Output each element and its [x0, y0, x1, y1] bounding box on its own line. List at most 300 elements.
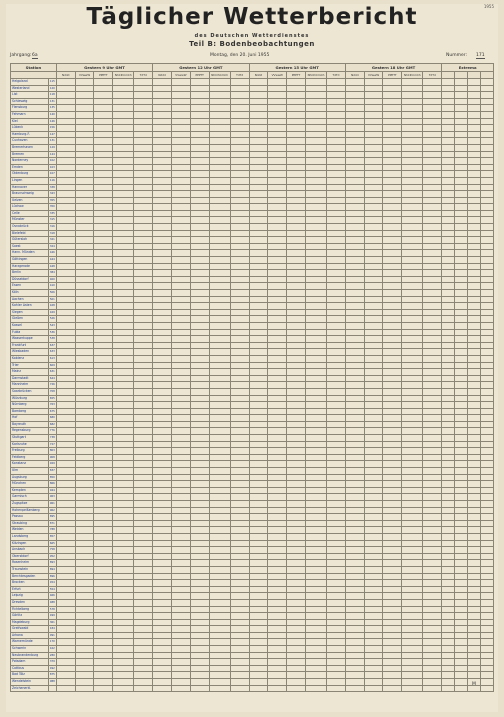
observation-cell — [364, 527, 383, 534]
observation-cell — [56, 547, 75, 554]
table-row — [11, 474, 494, 481]
observation-cell — [345, 224, 364, 231]
observation-cell — [364, 171, 383, 178]
observation-cell — [402, 408, 423, 415]
observation-cell — [268, 573, 287, 580]
observation-cell — [230, 303, 249, 310]
observation-cell — [345, 125, 364, 132]
station-name: Mannheim — [11, 382, 49, 389]
observation-cell — [190, 468, 209, 475]
observation-cell — [345, 98, 364, 105]
station-name: Stuttgart — [11, 435, 49, 442]
observation-cell — [209, 527, 230, 534]
observation-cell — [153, 441, 172, 448]
observation-cell — [442, 494, 455, 501]
observation-cell — [153, 428, 172, 435]
observation-cell — [305, 533, 326, 540]
observation-cell — [480, 626, 493, 633]
observation-cell — [153, 349, 172, 356]
observation-cell — [209, 138, 230, 145]
observation-cell — [383, 593, 402, 600]
observation-cell — [455, 468, 468, 475]
observation-cell — [327, 210, 346, 217]
observation-cell — [442, 98, 455, 105]
station-number: 384 — [48, 270, 56, 277]
observation-cell — [402, 355, 423, 362]
observation-cell — [268, 566, 287, 573]
observation-cell — [113, 421, 134, 428]
observation-cell — [113, 322, 134, 329]
observation-cell — [287, 547, 306, 554]
observation-cell — [327, 566, 346, 573]
observation-cell — [249, 197, 268, 204]
observation-cell — [402, 177, 423, 184]
station-number: 466 — [48, 593, 56, 600]
observation-cell — [480, 553, 493, 560]
table-row — [11, 540, 494, 547]
observation-cell — [75, 309, 94, 316]
observation-cell — [94, 177, 113, 184]
observation-cell — [364, 257, 383, 264]
observation-cell — [327, 79, 346, 86]
observation-cell — [287, 672, 306, 679]
observation-cell — [423, 421, 442, 428]
table-row — [11, 593, 494, 600]
observation-cell — [134, 164, 153, 171]
observation-cell — [305, 131, 326, 138]
observation-cell — [249, 98, 268, 105]
observation-cell — [190, 283, 209, 290]
table-row — [11, 164, 494, 171]
observation-cell — [383, 580, 402, 587]
observation-cell — [171, 435, 190, 442]
observation-cell — [209, 580, 230, 587]
observation-cell — [190, 533, 209, 540]
observation-cell — [364, 560, 383, 567]
observation-cell — [305, 151, 326, 158]
observation-cell — [423, 494, 442, 501]
observation-cell — [230, 263, 249, 270]
table-row — [11, 435, 494, 442]
station-name: Kitzingen — [11, 540, 49, 547]
observation-cell — [190, 217, 209, 224]
observation-cell — [209, 553, 230, 560]
observation-cell — [455, 171, 468, 178]
observation-cell — [305, 303, 326, 310]
observation-cell — [134, 632, 153, 639]
observation-cell — [56, 131, 75, 138]
observation-cell — [249, 290, 268, 297]
observation-cell — [268, 632, 287, 639]
observation-cell — [455, 415, 468, 422]
observation-cell — [249, 428, 268, 435]
observation-cell — [94, 474, 113, 481]
observation-cell — [230, 652, 249, 659]
observation-cell — [480, 92, 493, 99]
observation-cell — [402, 125, 423, 132]
observation-cell — [364, 639, 383, 646]
observation-cell — [75, 388, 94, 395]
observation-cell — [287, 665, 306, 672]
observation-cell — [153, 487, 172, 494]
observation-cell — [134, 210, 153, 217]
station-number: 316 — [48, 224, 56, 231]
observation-cell — [468, 672, 481, 679]
observation-cell — [153, 626, 172, 633]
table-row — [11, 257, 494, 264]
observation-cell — [442, 646, 455, 653]
table-row — [11, 573, 494, 580]
observation-cell — [153, 402, 172, 409]
observation-cell — [383, 197, 402, 204]
observation-cell — [423, 243, 442, 250]
table-row — [11, 494, 494, 501]
observation-cell — [345, 672, 364, 679]
table-row — [11, 369, 494, 376]
table-row — [11, 679, 494, 686]
observation-cell — [455, 402, 468, 409]
observation-cell — [455, 533, 468, 540]
subheader-cell: Nddd — [345, 72, 364, 79]
observation-cell — [423, 322, 442, 329]
observation-cell — [327, 336, 346, 343]
observation-cell — [249, 454, 268, 461]
observation-cell — [249, 494, 268, 501]
observation-cell — [455, 204, 468, 211]
observation-cell — [190, 290, 209, 297]
observation-cell — [75, 560, 94, 567]
observation-cell — [345, 303, 364, 310]
observation-cell — [305, 448, 326, 455]
observation-cell — [268, 448, 287, 455]
observation-cell — [134, 184, 153, 191]
observation-cell — [468, 646, 481, 653]
observation-cell — [455, 659, 468, 666]
observation-cell — [75, 151, 94, 158]
observation-cell — [442, 118, 455, 125]
observation-cell — [287, 263, 306, 270]
observation-cell — [113, 665, 134, 672]
observation-cell — [364, 408, 383, 415]
observation-cell — [190, 111, 209, 118]
observation-cell — [287, 553, 306, 560]
observation-cell — [402, 514, 423, 521]
observation-cell — [423, 560, 442, 567]
observation-cell — [56, 329, 75, 336]
observation-cell — [56, 388, 75, 395]
observation-cell — [423, 646, 442, 653]
observation-cell — [171, 263, 190, 270]
station-number: 727 — [48, 441, 56, 448]
station-number: 129 — [48, 144, 56, 151]
observation-cell — [190, 573, 209, 580]
observation-cell — [455, 652, 468, 659]
observation-cell — [423, 652, 442, 659]
observation-cell — [327, 448, 346, 455]
observation-cell — [209, 428, 230, 435]
observation-cell — [345, 619, 364, 626]
observation-cell — [171, 679, 190, 686]
observation-cell — [171, 355, 190, 362]
observation-cell — [480, 448, 493, 455]
observation-cell — [442, 461, 455, 468]
observation-cell — [468, 468, 481, 475]
observation-cell — [113, 540, 134, 547]
observation-cell — [480, 329, 493, 336]
jahrgang-label: Jahrgang: — [10, 53, 32, 58]
observation-cell — [94, 98, 113, 105]
subheader-extrema — [455, 72, 468, 79]
observation-cell — [249, 395, 268, 402]
observation-cell — [423, 151, 442, 158]
observation-cell — [75, 613, 94, 620]
observation-cell — [190, 514, 209, 521]
station-name: Münster — [11, 217, 49, 224]
observation-cell — [134, 474, 153, 481]
observation-cell — [480, 566, 493, 573]
observation-cell — [94, 217, 113, 224]
observation-cell — [327, 355, 346, 362]
observation-cell — [190, 606, 209, 613]
observation-cell — [268, 593, 287, 600]
observation-cell — [113, 283, 134, 290]
observation-cell — [455, 494, 468, 501]
observation-cell — [268, 481, 287, 488]
observation-cell — [134, 263, 153, 270]
observation-cell — [134, 177, 153, 184]
observation-cell — [268, 362, 287, 369]
observation-cell — [249, 540, 268, 547]
station-number: 665 — [48, 540, 56, 547]
observation-cell — [455, 224, 468, 231]
observation-cell — [209, 336, 230, 343]
observation-cell — [153, 382, 172, 389]
observation-cell — [190, 224, 209, 231]
observation-cell — [345, 395, 364, 402]
observation-cell — [249, 415, 268, 422]
observation-cell — [56, 177, 75, 184]
observation-cell — [230, 619, 249, 626]
observation-cell — [171, 540, 190, 547]
observation-cell — [287, 606, 306, 613]
subheader-cell: TdTd — [423, 72, 442, 79]
observation-cell — [230, 533, 249, 540]
observation-cell — [383, 92, 402, 99]
observation-cell — [75, 540, 94, 547]
observation-cell — [153, 290, 172, 297]
observation-cell — [455, 527, 468, 534]
observation-cell — [113, 435, 134, 442]
observation-cell — [153, 257, 172, 264]
observation-cell — [113, 138, 134, 145]
observation-cell — [327, 435, 346, 442]
station-number: 147 — [48, 131, 56, 138]
observation-cell — [345, 177, 364, 184]
observation-cell — [327, 540, 346, 547]
observation-cell — [134, 613, 153, 620]
observation-cell — [442, 441, 455, 448]
observation-cell — [383, 613, 402, 620]
observation-cell — [480, 164, 493, 171]
observation-cell — [230, 441, 249, 448]
observation-cell — [75, 547, 94, 554]
observation-cell — [455, 514, 468, 521]
observation-cell — [56, 533, 75, 540]
station-name: Kiel — [11, 118, 49, 125]
observation-cell — [56, 276, 75, 283]
observation-cell — [171, 415, 190, 422]
observation-cell — [94, 276, 113, 283]
observation-cell — [94, 316, 113, 323]
observation-cell — [113, 520, 134, 527]
observation-cell — [94, 494, 113, 501]
observation-cell — [345, 481, 364, 488]
observation-cell — [305, 336, 326, 343]
observation-cell — [153, 329, 172, 336]
observation-cell — [423, 303, 442, 310]
observation-cell — [287, 494, 306, 501]
observation-cell — [423, 85, 442, 92]
observation-cell — [75, 184, 94, 191]
observation-cell — [134, 191, 153, 198]
observation-cell — [209, 158, 230, 165]
observation-cell — [230, 685, 249, 692]
observation-cell — [305, 257, 326, 264]
observation-cell — [113, 164, 134, 171]
observation-cell — [305, 540, 326, 547]
observation-cell — [230, 158, 249, 165]
observation-cell — [383, 659, 402, 666]
observation-cell — [327, 553, 346, 560]
observation-cell — [305, 659, 326, 666]
observation-cell — [402, 263, 423, 270]
observation-cell — [345, 158, 364, 165]
observation-cell — [480, 355, 493, 362]
observation-cell — [56, 461, 75, 468]
observation-cell — [345, 632, 364, 639]
observation-cell — [402, 468, 423, 475]
observation-cell — [209, 619, 230, 626]
observation-cell — [287, 177, 306, 184]
observation-cell — [75, 448, 94, 455]
observation-cell — [383, 679, 402, 686]
observation-cell — [230, 626, 249, 633]
observation-cell — [171, 672, 190, 679]
observation-cell — [134, 369, 153, 376]
station-number: 343 — [48, 191, 56, 198]
observation-cell — [230, 197, 249, 204]
observation-cell — [171, 98, 190, 105]
station-number: 837 — [48, 468, 56, 475]
observation-cell — [190, 652, 209, 659]
station-name: Garmisch — [11, 494, 49, 501]
observation-cell — [455, 151, 468, 158]
station-name: Ansbach — [11, 547, 49, 554]
observation-cell — [442, 415, 455, 422]
observation-cell — [268, 329, 287, 336]
table-row — [11, 171, 494, 178]
observation-cell — [287, 527, 306, 534]
observation-cell — [249, 573, 268, 580]
observation-cell — [190, 92, 209, 99]
observation-cell — [468, 375, 481, 382]
observation-cell — [171, 349, 190, 356]
observation-cell — [442, 507, 455, 514]
observation-cell — [171, 501, 190, 508]
observation-cell — [442, 448, 455, 455]
observation-cell — [209, 184, 230, 191]
observation-cell — [480, 243, 493, 250]
observation-cell — [480, 507, 493, 514]
observation-cell — [75, 257, 94, 264]
table-row — [11, 566, 494, 573]
observation-cell — [480, 276, 493, 283]
observation-cell — [402, 435, 423, 442]
observation-cell — [480, 646, 493, 653]
observation-cell — [287, 388, 306, 395]
observation-cell — [287, 639, 306, 646]
observation-cell — [171, 224, 190, 231]
observation-cell — [468, 494, 481, 501]
observation-cell — [423, 171, 442, 178]
observation-cell — [345, 270, 364, 277]
observation-cell — [56, 402, 75, 409]
observation-cell — [327, 230, 346, 237]
observation-cell — [480, 230, 493, 237]
observation-cell — [75, 105, 94, 112]
observation-cell — [249, 665, 268, 672]
observation-cell — [94, 283, 113, 290]
observation-cell — [134, 270, 153, 277]
observation-cell — [249, 632, 268, 639]
observation-cell — [383, 547, 402, 554]
station-name: Lübeck — [11, 125, 49, 132]
observation-cell — [94, 566, 113, 573]
observation-cell — [402, 85, 423, 92]
observation-cell — [75, 514, 94, 521]
observation-cell — [153, 230, 172, 237]
observation-cell — [230, 98, 249, 105]
observation-cell — [402, 580, 423, 587]
observation-cell — [134, 92, 153, 99]
observation-cell — [113, 639, 134, 646]
observation-cell — [209, 355, 230, 362]
observation-cell — [134, 118, 153, 125]
observation-cell — [402, 606, 423, 613]
observation-cell — [327, 408, 346, 415]
observation-cell — [442, 79, 455, 86]
observation-cell — [230, 79, 249, 86]
report-part: Teil B: Bodenbeobachtungen — [189, 40, 315, 48]
observation-cell — [305, 586, 326, 593]
observation-cell — [56, 560, 75, 567]
observation-cell — [230, 230, 249, 237]
station-number: 428 — [48, 303, 56, 310]
observation-cell — [480, 593, 493, 600]
observation-cell — [94, 402, 113, 409]
observation-cell — [134, 441, 153, 448]
observation-cell — [75, 494, 94, 501]
observation-cell — [364, 501, 383, 508]
observation-cell — [364, 263, 383, 270]
observation-cell — [134, 276, 153, 283]
observation-cell — [468, 342, 481, 349]
observation-cell — [327, 250, 346, 257]
observation-cell — [190, 566, 209, 573]
observation-cell — [134, 309, 153, 316]
observation-cell — [249, 672, 268, 679]
observation-cell — [383, 540, 402, 547]
